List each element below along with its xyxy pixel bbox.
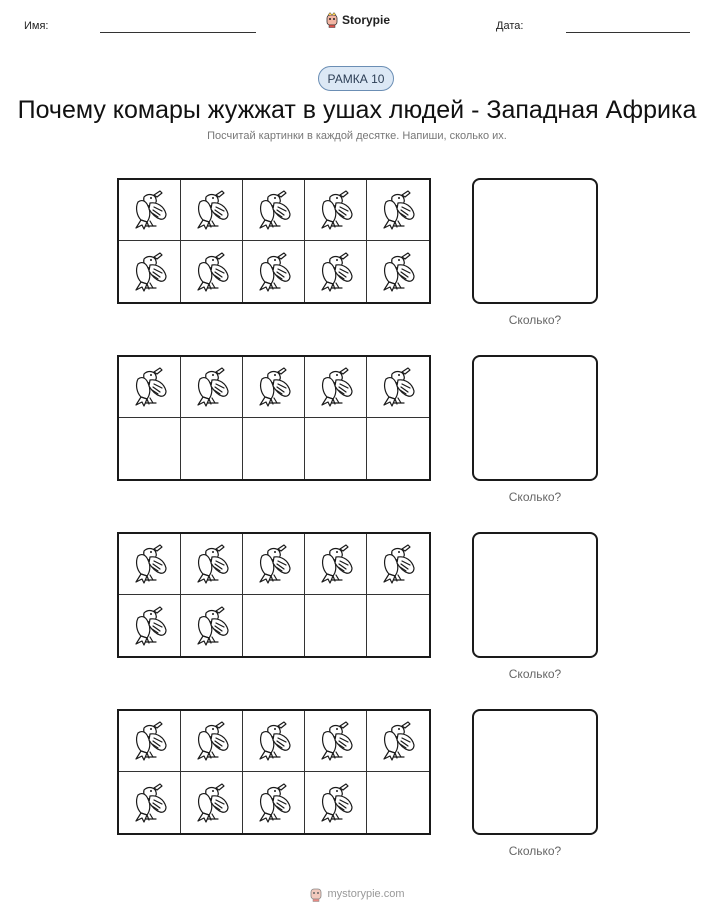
frame-cell (305, 772, 367, 833)
how-many-label-3: Сколько? (508, 667, 562, 681)
frame-cell (119, 534, 181, 595)
answer-box-4[interactable] (472, 709, 598, 835)
name-label: Имя: (24, 20, 49, 32)
answer-box-2[interactable] (472, 355, 598, 481)
frame-cell (367, 772, 429, 833)
bird-icon (252, 365, 296, 409)
date-line[interactable] (566, 32, 690, 33)
bird-icon (376, 542, 420, 586)
bird-icon (252, 250, 296, 294)
bird-icon (376, 250, 420, 294)
name-line[interactable] (100, 32, 256, 33)
bird-icon (314, 719, 358, 763)
frame-cell (367, 711, 429, 772)
frame-cell (181, 772, 243, 833)
bird-icon (190, 781, 234, 825)
frame-cell (305, 357, 367, 418)
frame-cell (367, 241, 429, 302)
frame-cell (305, 418, 367, 479)
bird-icon (190, 604, 234, 648)
frame-cell (119, 357, 181, 418)
ten-frame-2 (117, 355, 431, 481)
bird-icon (376, 365, 420, 409)
bird-icon (314, 542, 358, 586)
bird-icon (128, 781, 172, 825)
bird-icon (128, 604, 172, 648)
bird-icon (252, 188, 296, 232)
frame-cell (243, 357, 305, 418)
bird-icon (314, 188, 358, 232)
bird-icon (128, 719, 172, 763)
frame-cell (119, 180, 181, 241)
frame-cell (181, 241, 243, 302)
storypie-logo (325, 12, 390, 28)
answer-box-3[interactable] (472, 532, 598, 658)
bird-icon (128, 250, 172, 294)
answer-box-1[interactable] (472, 178, 598, 304)
brand-name: Storypie (342, 13, 391, 27)
frame-cell (243, 180, 305, 241)
bird-icon (190, 188, 234, 232)
frame-cell (305, 711, 367, 772)
bird-icon (190, 365, 234, 409)
frame-cell (367, 418, 429, 479)
frame-cell (181, 711, 243, 772)
bird-icon (128, 542, 172, 586)
frame-cell (305, 180, 367, 241)
frame-cell (119, 241, 181, 302)
bird-icon (190, 250, 234, 294)
ten-frame-3 (117, 532, 431, 658)
frame-cell (305, 241, 367, 302)
frame-cell (181, 534, 243, 595)
frame-cell (243, 595, 305, 656)
frame-cell (243, 534, 305, 595)
bird-icon (128, 188, 172, 232)
bird-icon (376, 719, 420, 763)
bird-icon (190, 542, 234, 586)
how-many-label-4: Сколько? (508, 844, 562, 858)
how-many-label-2: Сколько? (508, 490, 562, 504)
frame-cell (119, 711, 181, 772)
how-many-label-1: Сколько? (508, 313, 562, 327)
frame-cell (367, 180, 429, 241)
storypie-mascot-icon (309, 886, 323, 902)
frame-cell (305, 595, 367, 656)
frame-cell (243, 772, 305, 833)
frame-cell (367, 357, 429, 418)
frame-cell (243, 418, 305, 479)
frame-cell (181, 418, 243, 479)
ten-frame-4 (117, 709, 431, 835)
page-title: Почему комары жужжат в ушах людей - Западная Африка (17, 96, 697, 124)
frame-cell (367, 595, 429, 656)
page-instructions: Посчитай картинки в каждой десятке. Напиши, сколько их. (207, 130, 507, 142)
frame-cell (119, 595, 181, 656)
frame-cell (243, 711, 305, 772)
ten-frame-1 (117, 178, 431, 304)
bird-icon (252, 781, 296, 825)
frame-cell (181, 180, 243, 241)
bird-icon (190, 719, 234, 763)
footer (0, 886, 714, 902)
bird-icon (128, 365, 172, 409)
bird-icon (314, 250, 358, 294)
date-label: Дата: (496, 20, 524, 32)
footer-url: mystorypie.com (327, 888, 405, 900)
bird-icon (252, 719, 296, 763)
frame-cell (181, 595, 243, 656)
frame-cell (119, 418, 181, 479)
frame-badge: РАМКА 10 (318, 66, 394, 91)
frame-cell (243, 241, 305, 302)
bird-icon (376, 188, 420, 232)
frame-cell (119, 772, 181, 833)
bird-icon (314, 781, 358, 825)
bird-icon (314, 365, 358, 409)
storypie-mascot-icon (325, 12, 339, 28)
frame-cell (367, 534, 429, 595)
bird-icon (252, 542, 296, 586)
frame-cell (305, 534, 367, 595)
frame-cell (181, 357, 243, 418)
